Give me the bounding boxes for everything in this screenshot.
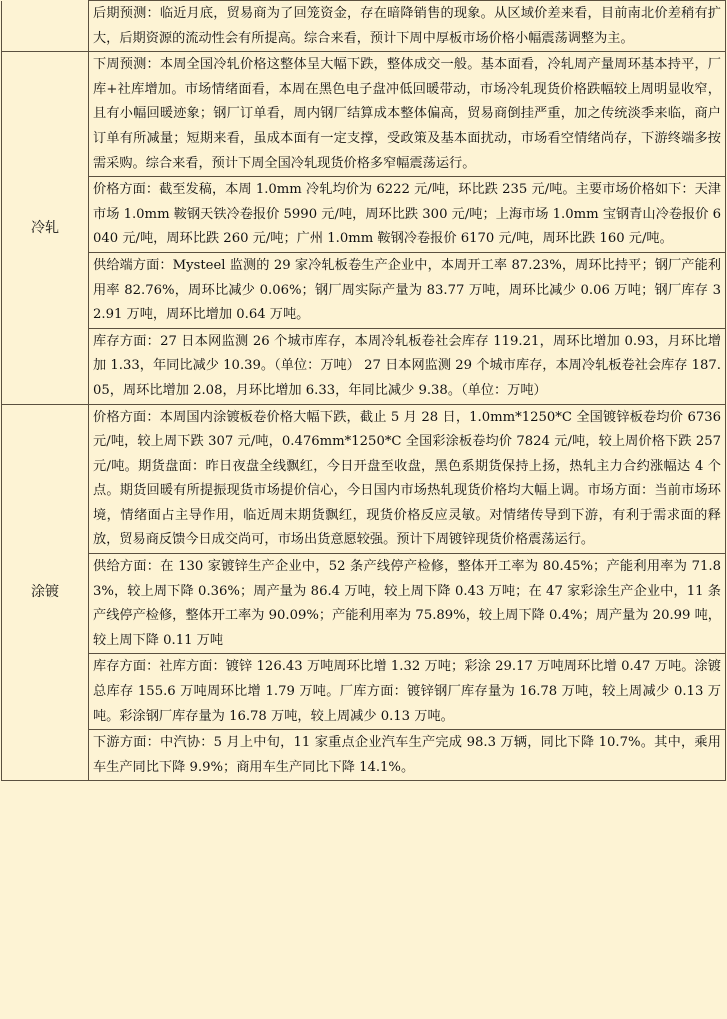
- table-row: [2, 554, 726, 654]
- table-row: [2, 404, 726, 554]
- forecast-paragraph: 下周预测：本周全国冷轧价格这整体呈大幅下跌，整体成交一般。基本面看，冷轧周产量周环基本持平，厂库+社库增加。市场情绪面看，本周在黑色电子盘冲低回暖带动，市场冷轧现货价格跌幅较上周明显收窄，且有小幅回暖迹象；钢厂订单看，周内钢厂结算成本整体偏高，贸易商倒挂严重，加之传统淡季来临，商户订单有所减量；短期来看，虽成本面有一定支撑，受政策及基本面扰动，市场看空情绪尚存，下游终端多按需采购。综合来看，预计下周全国冷轧现货价格多窄幅震荡运行。: [89, 52, 726, 177]
- table-row: [2, 177, 726, 253]
- table-row: [2, 730, 726, 781]
- market-report-table: [1, 0, 726, 781]
- forecast-paragraph: 后期预测：临近月底，贸易商为了回笼资金，存在暗降销售的现象。从区域价差来看，目前南北价差稍有扩大，后期资源的流动性会有所提高。综合来看，预计下周中厚板市场价格小幅震荡调整为主。: [89, 1, 726, 52]
- supply-paragraph: 供给方面：在 130 家镀锌生产企业中，52 条产线停产检修，整体开工率为 80.45%；产能利用率为 71.83%，较上周下降 0.36%；周产量为 86.4 万吨，较上周下降 0.43 万吨；在 47 家彩涂生产企业中，11 条产线停产检修，整体开工率为 90.09%；产能利用率为 75.89%，较上周下降 0.4%；周产量为 20.99 吨，较上周下降 0.11 万吨: [89, 554, 726, 654]
- price-paragraph: 价格方面：截至发稿，本周 1.0mm 冷轧均价为 6222 元/吨，环比跌 235 元/吨。主要市场价格如下：天津市场 1.0mm 鞍钢天铁冷卷报价 5990 元/吨，周环比跌 300 元/吨；上海市场 1.0mm 宝钢青山冷卷报价 6040 元/吨，周环比跌 260 元/吨；广州 1.0mm 鞍钢冷卷报价 6170 元/吨，周环比跌 160 元/吨。: [89, 177, 726, 253]
- inventory-paragraph: 库存方面：社库方面：镀锌 126.43 万吨周环比增 1.32 万吨；彩涂 29.17 万吨周环比增 0.47 万吨。涂镀总库存 155.6 万吨周环比增 1.79 万吨。厂库方面：镀锌钢厂库存量为 16.78 万吨，较上周减少 0.13 万吨。彩涂钢厂库存量为 16.78 万吨，较上周减少 0.13 万吨。: [89, 654, 726, 730]
- table-row: [2, 328, 726, 404]
- category-cell: [2, 1, 89, 52]
- table-row: [2, 252, 726, 328]
- table-row: [2, 52, 726, 177]
- inventory-paragraph: 库存方面：27 日本网监测 26 个城市库存，本周冷轧板卷社会库存 119.21，周环比增加 0.93，月环比增加 1.33，年同比减少 10.39。（单位：万吨） 27 日本网监测 29 个城市库存，本周冷轧板卷社会库存 187.05，周环比增加 2.08，月环比增加 6.33，年同比减少 9.38。（单位：万吨）: [89, 328, 726, 404]
- category-cell-cold-rolled: 冷轧: [2, 52, 89, 404]
- downstream-paragraph: 下游方面：中汽协：5 月上中旬，11 家重点企业汽车生产完成 98.3 万辆，同比下降 10.7%。其中，乘用车生产同比下降 9.9%；商用车生产同比下降 14.1%。: [89, 730, 726, 781]
- supply-paragraph: 供给端方面：Mysteel 监测的 29 家冷轧板卷生产企业中，本周开工率 87.23%，周环比持平；钢厂产能利用率 82.76%，周环比减少 0.06%；钢厂周实际产量为 83.77 万吨，周环比减少 0.06 万吨；钢厂库存 32.91 万吨，周环比增加 0.64 万吨。: [89, 252, 726, 328]
- table-row: [2, 1, 726, 52]
- table-row: [2, 654, 726, 730]
- category-cell-coated: 涂镀: [2, 404, 89, 781]
- price-paragraph: 价格方面：本周国内涂镀板卷价格大幅下跌，截止 5 月 28 日，1.0mm*1250*C 全国镀锌板卷均价 6736 元/吨，较上周下跌 307 元/吨，0.476mm*1250*C 全国彩涂板卷均价 7824 元/吨，较上周价格下跌 257 元/吨。期货盘面：昨日夜盘全线飘红，今日开盘至收盘，黑色系期货保持上扬，热轧主力合约涨幅达 4 个点。期货回暖有所提振现货市场提价信心，今日国内市场热轧现货价格均大幅上调。市场方面：当前市场环境，情绪面占主导作用，临近周末期货飘红，现货价格反应灵敏。对情绪传导到下游，有利于需求面的释放，贸易商反馈今日成交尚可，市场出货意愿较强。预计下周镀锌现货价格震荡运行。: [89, 404, 726, 554]
